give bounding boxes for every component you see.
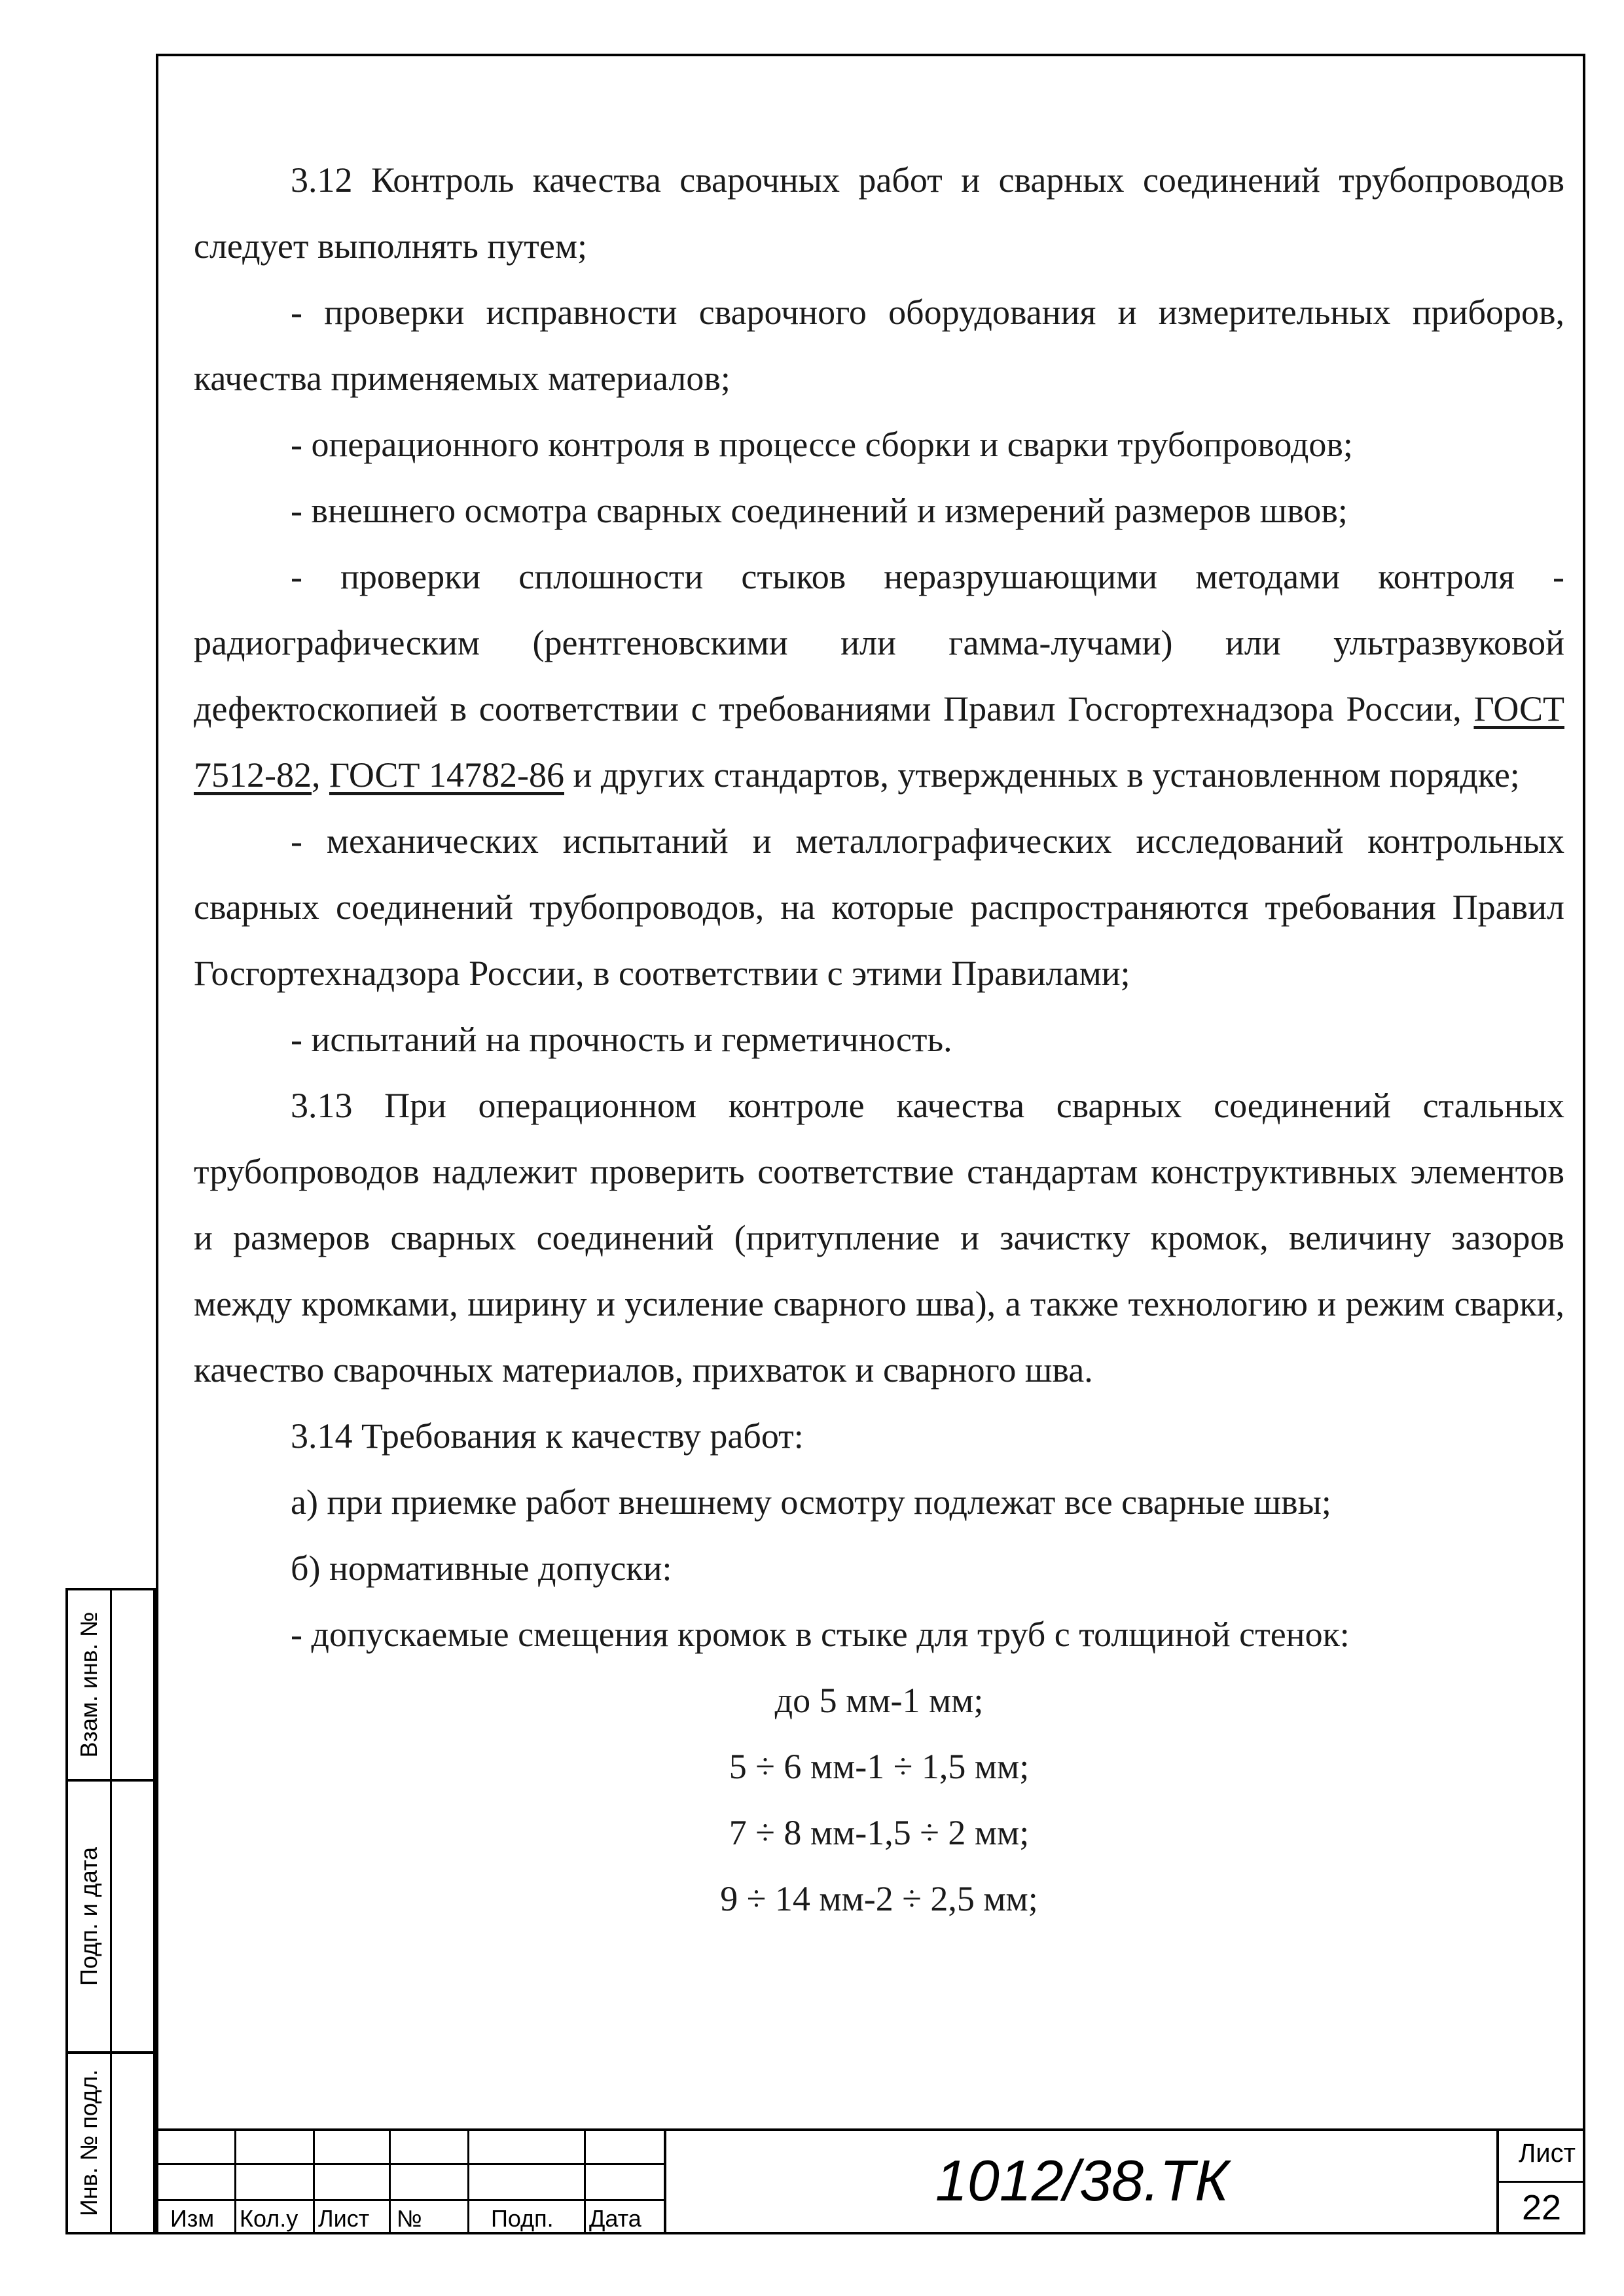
stamp-inv-podl — [65, 2051, 156, 2234]
document-body — [194, 147, 1564, 1932]
tb-col-line — [467, 2128, 469, 2234]
ndt-text-start: - проверки сплошности стыков неразрушающими методами контроля - радиографическим (рентгеновскими или гамма-лучами) или ультразвуковой дефектоскопией в соответствии с требованиями Правил Госгортехнадзора России, — [194, 557, 1564, 728]
list-item-strength-tests: - испытаний на прочность и герметичность. — [291, 1020, 952, 1059]
tb-row-line — [156, 2199, 666, 2201]
tb-top-border — [156, 2128, 1585, 2131]
tb-header-num: № — [397, 2205, 422, 2232]
sheet-number: 22 — [1521, 2188, 1562, 2227]
list-item-b: б) нормативные допуски: — [291, 1549, 672, 1588]
list-item-ndt — [194, 544, 1564, 808]
gost-14782-link[interactable]: ГОСТ 14782-86 — [329, 755, 564, 795]
list-item-edge-offset: - допускаемые смещения кромок в стыке для труб с толщиной стенок: — [291, 1615, 1350, 1654]
paragraph-3-14: 3.14 Требования к качеству работ: — [291, 1416, 804, 1456]
tb-col-line — [313, 2128, 315, 2234]
tolerance-line: до 5 мм-1 мм; — [774, 1681, 984, 1720]
list-item-visual-inspection: - внешнего осмотра сварных соединений и измерений размеров швов; — [291, 491, 1348, 530]
list-item-equipment-check: - проверки исправности сварочного оборудования и измерительных приборов, качества применяемых материалов; — [194, 293, 1564, 398]
list-item-operational-control: - операционного контроля в процессе сборки и сварки трубопроводов; — [291, 425, 1353, 464]
tb-col-line — [389, 2128, 391, 2234]
ndt-text-sep: , — [311, 755, 329, 795]
tolerance-line: 5 ÷ 6 мм-1 ÷ 1,5 мм; — [729, 1747, 1030, 1786]
tb-header-kolu: Кол.у — [240, 2205, 298, 2232]
tb-col-line — [234, 2128, 236, 2234]
tb-col-line — [584, 2128, 586, 2234]
list-item-mechanical-tests: - механических испытаний и металлографических исследований контрольных сварных соединений трубопроводов, на которые распространяются требования Правил Госгортехнадзора России, в соответствии с этими Правилами; — [194, 821, 1564, 993]
tb-sheet-divider — [1498, 2181, 1585, 2183]
stamp-podp-data — [65, 1779, 156, 2054]
paragraph-3-12: 3.12 Контроль качества сварочных работ и сварных соединений трубопроводов следует выполнять путем; — [194, 160, 1564, 266]
list-item-a: а) при приемке работ внешнему осмотру подлежат все сварные швы; — [291, 1482, 1331, 1522]
tb-header-list: Лист — [318, 2205, 370, 2232]
tb-header-data: Дата — [589, 2205, 641, 2232]
paragraph-3-13: 3.13 При операционном контроле качества сварных соединений стальных трубопроводов надлежит проверить соответствие стандартам конструктивных элементов и размеров сварных соединений (притупление и зачистку кромок, величину зазоров между кромками, ширину и усиление сварного шва), а также технологию и режим сварки, качество сварочных материалов, прихваток и сварного шва. — [194, 1086, 1564, 1390]
stamp-inv-label: Инв. № подл. — [75, 2069, 102, 2217]
tb-row-line — [156, 2163, 666, 2165]
stamp-podp-label: Подп. и дата — [75, 1846, 102, 1986]
tolerance-line: 9 ÷ 14 мм-2 ÷ 2,5 мм; — [720, 1879, 1038, 1918]
tb-header-izm: Изм — [170, 2205, 215, 2232]
sheet-label: Лист — [1519, 2139, 1576, 2168]
stamp-vzam-inv — [65, 1588, 156, 1782]
document-code: 1012/38.ТК — [935, 2148, 1229, 2213]
stamp-vzam-label: Взам. инв. № — [75, 1611, 102, 1758]
title-block — [156, 2128, 1585, 2234]
tolerance-line: 7 ÷ 8 мм-1,5 ÷ 2 мм; — [729, 1813, 1030, 1852]
gost-7512-link[interactable]: ГОСТ 7512-82 — [194, 689, 1564, 795]
tb-header-podp: Подп. — [491, 2205, 554, 2232]
ndt-text-end: и других стандартов, утвержденных в установленном порядке; — [564, 755, 1520, 795]
